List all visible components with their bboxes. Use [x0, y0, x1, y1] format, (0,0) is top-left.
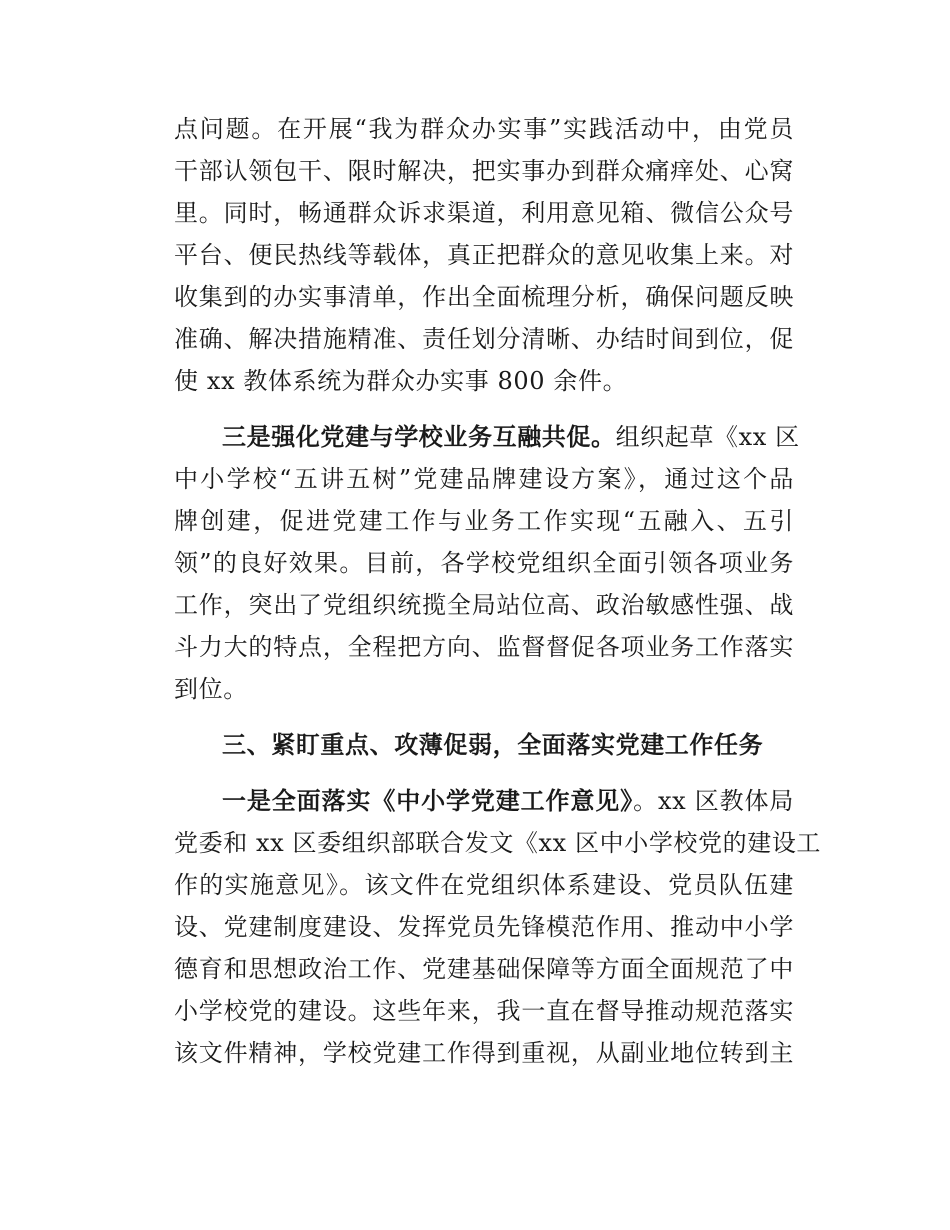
paragraph3-line-6: 小学校党的建设。这些年来，我一直在督导推动规范落实 — [174, 997, 794, 1025]
paragraph-gap — [174, 710, 794, 724]
paragraph2-line-4: 领”的良好效果。目前，各学校党组织全面引领各项业务 — [174, 549, 794, 577]
paragraph2-line-3: 牌创建，促进党建工作与业务工作实现“五融入、五引 — [174, 507, 794, 535]
paragraph3-line-3: 作的实施意见》。该文件在党组织体系建设、党员队伍建 — [174, 871, 794, 899]
paragraph1-line-4: 平台、便民热线等载体，真正把群众的意见收集上来。对 — [174, 241, 794, 269]
paragraph2-lead: 三是强化党建与学校业务互融共促。 — [222, 422, 616, 451]
paragraph-gap — [174, 766, 794, 780]
paragraph2-line-2: 中小学校“五讲五树”党建品牌建设方案》，通过这个品 — [174, 465, 794, 493]
paragraph1-line-7: 使 xx 教体系统为群众办实事 800 余件。 — [174, 367, 628, 395]
paragraph1-line-1: 点问题。在开展“我为群众办实事”实践活动中，由党员 — [174, 115, 794, 143]
paragraph-gap — [174, 402, 794, 416]
paragraph3-first-rest: 。xx 区教体局 — [633, 787, 795, 815]
paragraph3-line-4: 设、党建制度建设、发挥党员先锋模范作用、推动中小学 — [174, 913, 794, 941]
paragraph2-line-5: 工作，突出了党组织统揽全局站位高、政治敏感性强、战 — [174, 591, 794, 619]
paragraph1-line-3: 里。同时，畅通群众诉求渠道，利用意见箱、微信公众号 — [174, 199, 794, 227]
paragraph1-line-5: 收集到的办实事清单，作出全面梳理分析，确保问题反映 — [174, 283, 794, 311]
section-heading: 三、紧盯重点、攻薄促弱，全面落实党建工作任务 — [222, 730, 764, 759]
document-body — [174, 108, 822, 1074]
paragraph2-line-7: 到位。 — [174, 675, 248, 703]
paragraph3-line-2: 党委和 xx 区委组织部联合发文《xx 区中小学校党的建设工 — [174, 829, 822, 857]
paragraph2-line-6: 斗力大的特点，全程把方向、监督督促各项业务工作落实 — [174, 633, 794, 661]
paragraph1-line-2: 干部认领包干、限时解决，把实事办到群众痛痒处、心窝 — [174, 157, 794, 185]
paragraph1-line-6: 准确、解决措施精准、责任划分清晰、办结时间到位，促 — [174, 325, 794, 353]
paragraph3-lead: 一是全面落实《中小学党建工作意见》 — [222, 786, 634, 815]
paragraph3-line-1 — [174, 780, 794, 822]
paragraph2-first-rest: 组织起草《xx 区 — [615, 423, 800, 451]
paragraph3-line-5: 德育和思想政治工作、党建基础保障等方面全面规范了中 — [174, 955, 794, 983]
paragraph3-line-7: 该文件精神，学校党建工作得到重视，从副业地位转到主 — [174, 1039, 794, 1067]
paragraph2-line-1 — [174, 416, 800, 458]
